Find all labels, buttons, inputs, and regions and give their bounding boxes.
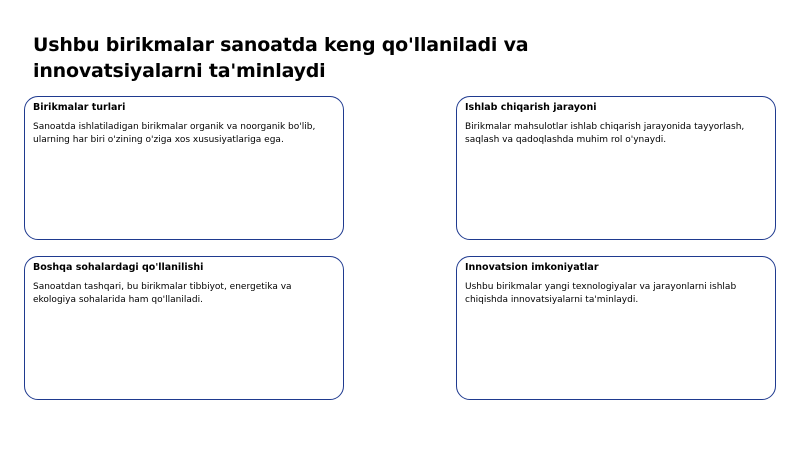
card-title: Birikmalar turlari xyxy=(33,102,126,113)
card-ishlab-chiqarish-jarayoni xyxy=(456,96,776,240)
card-birikmalar-turlari xyxy=(24,96,344,240)
card-title: Boshqa sohalardagi qo'llanilishi xyxy=(33,262,204,273)
card-title: Innovatsion imkoniyatlar xyxy=(465,262,599,273)
slide-title: Ushbu birikmalar sanoatda keng qo'llaniladi va innovatsiyalarni ta'minlaydi xyxy=(33,34,529,82)
card-body: Sanoatdan tashqari, bu birikmalar tibbiyot, energetika va ekologiya sohalarida ham qo'llaniladi. xyxy=(33,282,292,305)
card-innovatsion-imkoniyatlar xyxy=(456,256,776,400)
card-body: Sanoatda ishlatiladigan birikmalar organik va noorganik bo'lib, ularning har biri o'zining o'ziga xos xususiyatlariga ega. xyxy=(33,122,316,145)
card-title: Ishlab chiqarish jarayoni xyxy=(465,102,597,113)
card-boshqa-sohalardagi-qollanilishi xyxy=(24,256,344,400)
card-body: Ushbu birikmalar yangi texnologiyalar va jarayonlarni ishlab chiqishda innovatsiyalarni ta'minlaydi. xyxy=(465,282,737,305)
card-body: Birikmalar mahsulotlar ishlab chiqarish jarayonida tayyorlash, saqlash va qadoqlashda muhim rol o'ynaydi. xyxy=(465,122,745,145)
